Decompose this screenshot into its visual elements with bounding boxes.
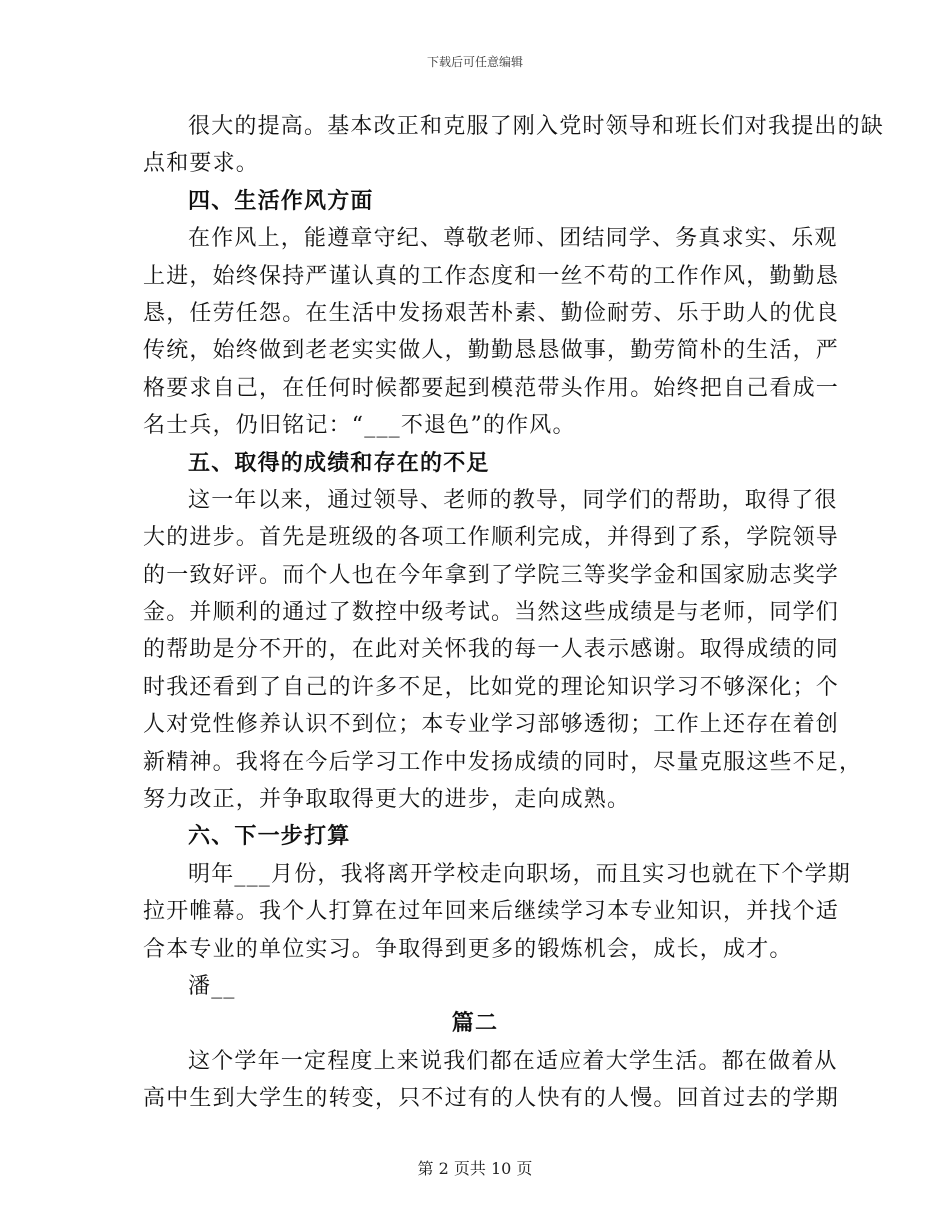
text-line: 新精神。我将在今后学习工作中发扬成绩的同时，尽量克服这些不足， — [143, 749, 863, 775]
page-header: 下载后可任意编辑 — [426, 55, 523, 69]
section-heading — [143, 968, 807, 1005]
text-line: 这一年以来，通过领导、老师的教导，同学们的帮助，取得了很 — [188, 487, 838, 513]
text-line: 大的进步。首先是班级的各项工作顺利完成，并得到了系，学院领导 — [143, 525, 840, 551]
text-line: 明年___月份，我将离开学校走向职场，而且实习也就在下个学期 — [188, 861, 852, 887]
text-line: 时我还看到了自己的许多不足，比如党的理论知识学习不够深化；个 — [143, 674, 840, 700]
text-line: 格要求自己，在任何时候都要起到模范带头作用。始终把自己看成一 — [143, 375, 840, 401]
text-line: 很大的提高。基本改正和克服了刚入党时领导和班长们对我提出的缺 — [188, 114, 885, 139]
text-line: 五、取得的成绩和存在的不足 — [188, 449, 490, 476]
document-body — [143, 108, 885, 1118]
text-line: 篇二 — [451, 1010, 499, 1037]
text-line: 拉开帷幕。我个人打算在过年回来后继续学习本专业知识，并找个适 — [143, 899, 840, 925]
text-line: 的一致好评。而个人也在今年拿到了学院三等奖学金和国家励志奖学 — [143, 562, 840, 588]
text-line: 点和要求。 — [143, 151, 260, 177]
section-heading — [143, 183, 807, 220]
paragraph — [143, 108, 885, 183]
text-line: 名士兵，仍旧铭记：“___不退色”的作风。 — [143, 413, 576, 439]
paragraph — [143, 1043, 840, 1118]
paragraph — [143, 856, 852, 968]
text-line: 传统，始终做到老老实实做人，勤勤恳恳做事，勤劳简朴的生活，严 — [143, 338, 840, 364]
text-line: 人对党性修养认识不到位；本专业学习部够透彻；工作上还存在着创 — [143, 712, 840, 738]
paragraph — [143, 220, 840, 444]
text-line: 高中生到大学生的转变，只不过有的人快有的人慢。回首过去的学期 — [143, 1086, 840, 1112]
section-heading — [143, 818, 807, 855]
text-line: 在作风上，能遵章守纪、尊敬老师、团结同学、务真求实、乐观 — [188, 226, 838, 252]
text-line: 恳，任劳任怨。在生活中发扬艰苦朴素、勤俭耐劳、乐于助人的优良 — [143, 300, 840, 326]
text-line: 六、下一步打算 — [188, 823, 351, 850]
text-line: 潘__ — [188, 973, 236, 999]
section-heading — [143, 445, 807, 482]
text-line: 这个学年一定程度上来说我们都在适应着大学生活。都在做着从 — [188, 1048, 838, 1074]
text-line: 的帮助是分不开的，在此对关怀我的每一人表示感谢。取得成绩的同 — [143, 637, 840, 663]
text-line: 四、生活作风方面 — [188, 187, 374, 214]
text-line: 金。并顺利的通过了数控中级考试。当然这些成绩是与老师，同学们 — [143, 600, 840, 626]
section-title — [143, 1005, 807, 1042]
text-line: 上进，始终保持严谨认真的工作态度和一丝不苟的工作作风，勤勤恳 — [143, 263, 840, 289]
text-line: 努力改正，并争取取得更大的进步，走向成熟。 — [143, 787, 631, 813]
paragraph — [143, 482, 863, 819]
page-footer: 第 2 页共 10 页 — [417, 1159, 533, 1178]
text-line: 合本专业的单位实习。争取得到更多的锻炼机会，成长，成才。 — [143, 936, 793, 962]
